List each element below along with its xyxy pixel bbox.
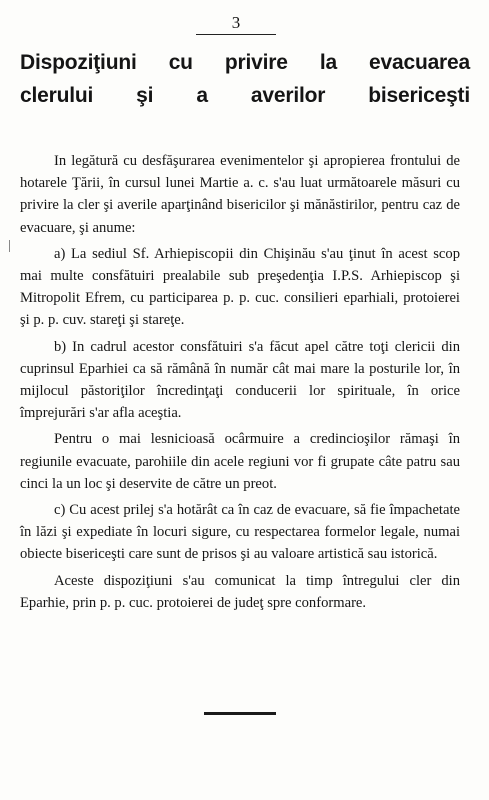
- closing-rule: [204, 712, 276, 715]
- paragraph-c: c) Cu acest prilej s'a hotărât ca în caz de evacuare, să fie împachetate în lăzi şi expediate în locuri sigure, cu respectarea formelor legale, numai obiecte bisericeşti care sunt de prisos şi au valoare artistică sau istorică.: [20, 502, 460, 563]
- paragraph-conclusion: Aceste dispoziţiuni s'au comunicat la timp întregului cler din Eparhie, prin p. p. cuc. protoierei de judeţ spre conformare.: [20, 572, 460, 611]
- margin-mark: [9, 240, 10, 252]
- paragraph-b: b) In cadrul acestor consfătuiri s'a făcut apel către toţi clericii din cuprinsul Eparhiei ca să rămână în număr cât mai mare la posturile lor, în mijlocul păstoriţilor încredinţaţi conducerii lor spirituale, în orice împrejurări s'ar afla aceştia.: [20, 338, 460, 422]
- page-number-header: [196, 14, 276, 33]
- paragraph-a: a) La sediul Sf. Arhiepiscopii din Chişinău s'au ţinut în acest scop mai multe consfătuiri prealabile sub preşedenţia I.P.S. Arhiepiscop şi Mitropolit Efrem, cu participarea p. p. cuc. consilieri eparhiali, protoierei şi p. p. cuv. stareţi şi stareţe.: [20, 245, 460, 329]
- page-number-rule: [196, 34, 276, 35]
- title-line-2: clerului şi a averilor bisericeşti: [20, 84, 470, 107]
- paragraph-grouping: Pentru o mai lesnicioasă ocârmuire a credincioşilor rămaşi în regiunile evacuate, parohiile din acele regiuni vor fi grupate câte patru sau cinci la un loc şi deservite de către un preot.: [20, 431, 460, 492]
- body-text: [20, 150, 460, 618]
- title-line-1: Dispoziţiuni cu privire la evacuarea: [20, 51, 470, 74]
- paragraph-intro: In legătură cu desfăşurarea evenimentelor şi apropierea frontului de hotarele Ţării, în cursul lunei Martie a. c. s'au luat următoarele măsuri cu privire la cler şi averile aparţinând bisericilor şi mănăstirilor, pentru caz de evacuare, şi anume:: [20, 153, 460, 236]
- page-title: [20, 46, 470, 112]
- page-number: 3: [231, 13, 241, 32]
